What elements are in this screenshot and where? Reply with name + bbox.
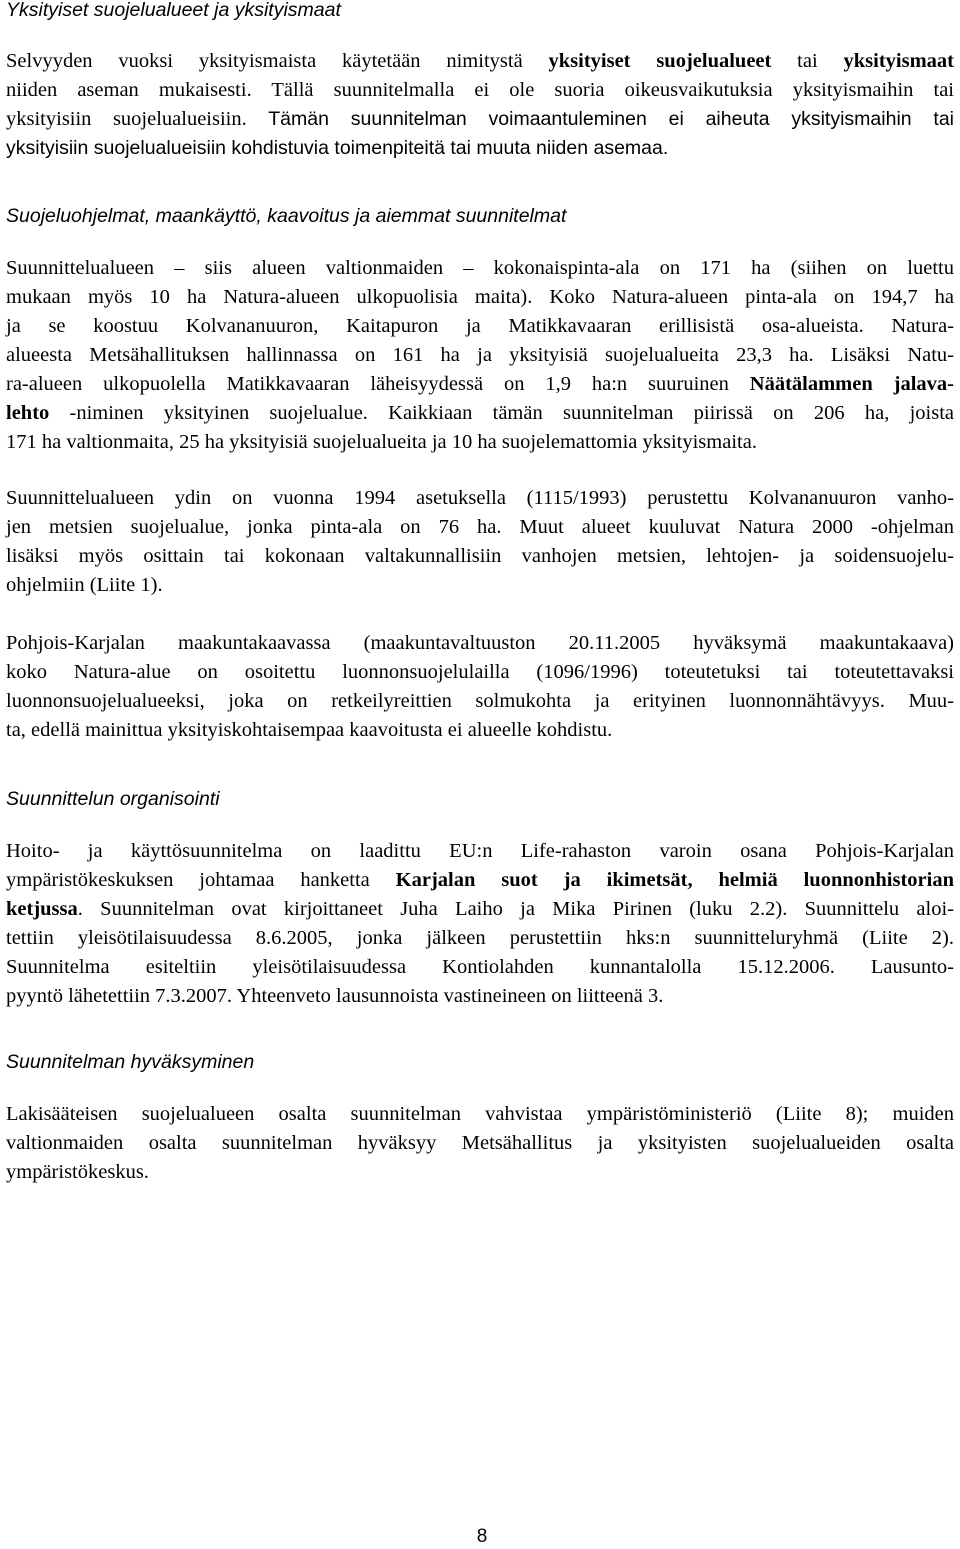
text-line: Suunnittelualueen ydin on vuonna 1994 asetuksella (1115/1993) perustettu Kolvananuuron vanho- (6, 487, 954, 509)
text-line (6, 47, 954, 76)
text-line: ta, edellä mainittua yksityiskohtaisempaa kaavoitusta ei alueelle kohdistu. (6, 719, 613, 741)
text-line (6, 105, 954, 134)
text-line: Pohjois-Karjalan maakuntakaavassa (maakuntavaltuuston 20.11.2005 hyväksymä maakuntakaava) (6, 632, 954, 654)
text-line: jen metsien suojelualue, jonka pinta-ala on 76 ha. Muut alueet kuuluvat Natura 2000 -ohjelman (6, 516, 954, 538)
text-line: ohjelmiin (Liite 1). (6, 574, 163, 596)
text-line: Suunnitelma esiteltiin yleisötilaisuudessa Kontiolahden kunnantalolla 15.12.2006. Lausunto- (6, 956, 954, 978)
paragraph-regional-plan (6, 629, 954, 745)
text-line (6, 866, 954, 895)
text-line: niiden aseman mukaisesti. Tällä suunnitelmalla ei ole suoria oikeusvaikutuksia yksityismaihin tai (6, 79, 954, 101)
paragraph-planning-area (6, 254, 954, 457)
text-line: alueesta Metsähallituksen hallinnassa on 161 ha ja yksityisiä suojelualueita 23,3 ha. Lisäksi Natu- (6, 344, 954, 366)
text-run: ympäristökeskuksen johtamaa hanketta (6, 869, 396, 891)
text-line (6, 370, 954, 399)
text-line: mukaan myös 10 ha Natura-alueen ulkopuolisia maita). Koko Natura-alueen pinta-ala on 194,7 ha (6, 286, 954, 308)
bold-term: Karjalan suot ja ikimetsät, helmiä luonnonhistorian (395, 869, 955, 891)
text-run: ra-alueen ulkopuolella Matikkavaaran läheisyydessä on 1,9 ha:n suuruinen (6, 373, 750, 395)
paragraph-private-areas-sans (6, 134, 954, 163)
section-heading-organisation: Suunnittelun organisointi (6, 788, 220, 810)
section-heading-private-areas: Yksityiset suojelualueet ja yksityismaat (6, 0, 341, 21)
text-run: -niminen yksityinen suojelualue. Kaikkiaan tämän suunnitelman piirissä on 206 ha, joista (49, 402, 954, 424)
page-number: 8 (476, 1526, 488, 1547)
paragraph-core-area (6, 484, 954, 600)
text-line: tettiin yleisötilaisuudessa 8.6.2005, jonka jälkeen perustettiin hks:n suunnitteluryhmä (Liite 2). (6, 927, 954, 949)
bold-term: yksityismaat (843, 50, 954, 72)
bold-term: Näätälammen jalava- (749, 373, 954, 395)
text-line: ympäristökeskus. (6, 1161, 149, 1183)
text-line: ja se koostuu Kolvananuuron, Kaitapuron ja Matikkavaaran erillisistä osa-alueista. Natura- (6, 315, 954, 337)
bold-term: lehto (6, 402, 50, 424)
text-line: pyyntö lähetettiin 7.3.2007. Yhteenveto lausunnoista vastineineen on liitteenä 3. (6, 985, 664, 1007)
paragraph-private-areas (6, 47, 954, 105)
text-line: lisäksi myös osittain tai kokonaan valtakunnallisiin vanhojen metsien, lehtojen- ja soidensuojelu- (6, 545, 954, 567)
text-run: Tämän suunnitelman voimaantuleminen ei aiheuta yksityismaihin tai (268, 108, 955, 130)
text-line: luonnonsuojelualueeksi, joka on retkeilyreittien solmukohta ja erityinen luonnonnähtävyys. Muu- (6, 690, 954, 712)
text-run: Selvyyden vuoksi yksityismaista käytetään nimitystä (6, 50, 549, 72)
text-line: koko Natura-alue on osoitettu luonnonsuojelulailla (1096/1996) toteutetuksi tai toteutettavaksi (6, 661, 954, 683)
bold-term: yksityiset suojelualueet (548, 50, 772, 72)
text-line: Lakisääteisen suojelualueen osalta suunnitelman vahvistaa ympäristöministeriö (Liite 8); muiden (6, 1103, 954, 1125)
text-line: Suunnittelualueen – siis alueen valtionmaiden – kokonaispinta-ala on 171 ha (siihen on luettu (6, 257, 954, 279)
bold-term: ketjussa (6, 898, 78, 920)
text-line (6, 895, 954, 924)
text-run: yksityisiin suojelualueisiin. (6, 108, 247, 130)
paragraph-organisation (6, 837, 954, 1011)
text-line: yksityisiin suojelualueisiin kohdistuvia toimenpiteitä tai muuta niiden asemaa. (6, 137, 669, 159)
paragraph-private-areas-cont (6, 105, 954, 134)
text-line (6, 399, 954, 428)
text-line: Hoito- ja käyttösuunnitelma on laadittu EU:n Life-rahaston varoin osana Pohjois-Karjalan (6, 840, 954, 862)
text-run: tai (771, 50, 844, 72)
section-heading-programmes: Suojeluohjelmat, maankäyttö, kaavoitus ja aiemmat suunnitelmat (6, 205, 567, 227)
paragraph-approval (6, 1100, 954, 1187)
text-line: 171 ha valtionmaita, 25 ha yksityisiä suojelualueita ja 10 ha suojelemattomia yksityismaita. (6, 431, 757, 453)
text-line: valtionmaiden osalta suunnitelman hyväksyy Metsähallitus ja yksityisten suojelualueiden osalta (6, 1132, 954, 1154)
section-heading-approval: Suunnitelman hyväksyminen (6, 1051, 255, 1073)
text-run: . Suunnitelman ovat kirjoittaneet Juha Laiho ja Mika Pirinen (luku 2.2). Suunnittelu aloi- (77, 898, 954, 920)
